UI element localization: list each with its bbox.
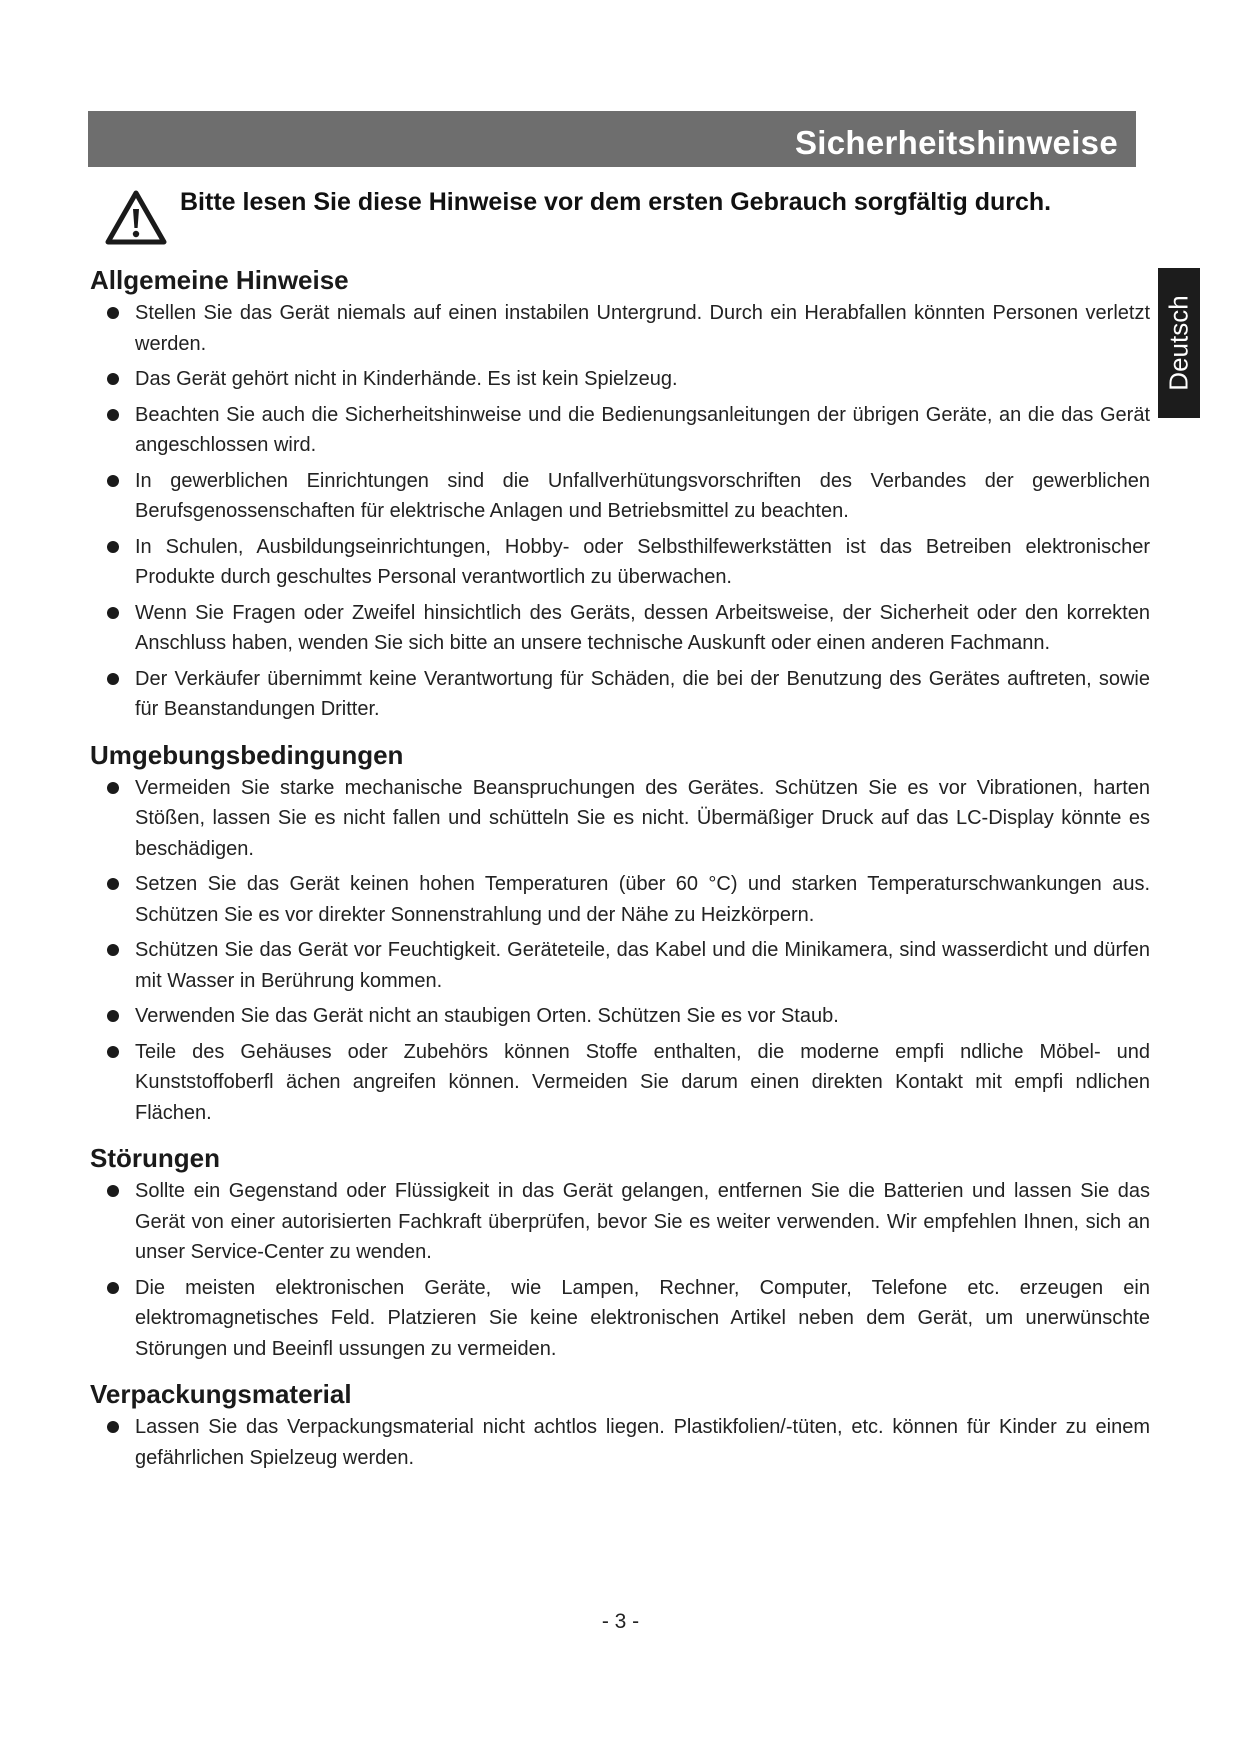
list-item-text: Stellen Sie das Gerät niemals auf einen instabilen Untergrund. Durch ein Herabfallen könnten Personen verletzt werden. xyxy=(135,302,1150,355)
list-item-text: Vermeiden Sie starke mechanische Beanspruchungen des Gerätes. Schützen Sie es vor Vibrationen, harten Stößen, lassen Sie es nicht fallen und schütteln Sie es nicht. Übermäßiger Druck auf das LC-Display könnte es beschädigen. xyxy=(135,776,1150,860)
list-item xyxy=(90,298,1150,359)
bullet-icon xyxy=(107,1185,119,1197)
bullet-icon xyxy=(107,541,119,553)
bullet-icon xyxy=(107,782,119,794)
section-heading: Störungen xyxy=(90,1143,220,1173)
bullet-icon xyxy=(107,475,119,487)
list-item xyxy=(90,664,1150,725)
list-item xyxy=(90,1412,1150,1473)
bullet-icon xyxy=(107,673,119,685)
list-item xyxy=(90,869,1150,930)
list-item xyxy=(90,532,1150,593)
list-item-text: Wenn Sie Fragen oder Zweifel hinsichtlich des Geräts, dessen Arbeitsweise, der Sicherheit oder den korrekten Anschluss haben, wenden Sie sich bitte an unsere technische Auskunft oder einen anderen Fachmann. xyxy=(135,601,1150,654)
list-item-text: In Schulen, Ausbildungseinrichtungen, Hobby- oder Selbsthilfewerkstätten ist das Betreiben elektronischer Produkte durch geschultes Personal verantwortlich zu überwachen. xyxy=(135,535,1150,588)
safety-intro-text: Bitte lesen Sie diese Hinweise vor dem ersten Gebrauch sorgfältig durch. xyxy=(180,188,1052,216)
bullet-list xyxy=(90,298,1150,725)
bullet-list xyxy=(90,1176,1150,1364)
bullet-icon xyxy=(107,1010,119,1022)
section-header-bar xyxy=(88,111,1136,167)
list-item-text: Sollte ein Gegenstand oder Flüssigkeit in das Gerät gelangen, entfernen Sie die Batterien und lassen Sie das Gerät von einer autorisierten Fachkraft überprüfen, bevor Sie es weiter verwenden. Wir empfehlen Ihnen, sich an unser Service-Center zu wenden. xyxy=(135,1180,1150,1263)
page-number: - 3 - xyxy=(601,1610,640,1633)
page-title: Sicherheitshinweise xyxy=(795,124,1118,161)
list-item xyxy=(90,773,1150,865)
language-tab xyxy=(1158,268,1200,418)
list-item xyxy=(90,1001,1150,1032)
warning-triangle-icon xyxy=(104,188,168,246)
section-heading: Allgemeine Hinweise xyxy=(90,265,349,295)
bullet-icon xyxy=(107,409,119,421)
list-item-text: Setzen Sie das Gerät keinen hohen Temperaturen (über 60 °C) und starken Temperaturschwankungen aus. Schützen Sie es vor direkter Sonnenstrahlung und der Nähe zu Heizkörpern. xyxy=(135,873,1150,926)
bullet-icon xyxy=(107,878,119,890)
list-item xyxy=(90,935,1150,996)
list-item-text: Verwenden Sie das Gerät nicht an staubigen Orten. Schützen Sie es vor Staub. xyxy=(135,1005,839,1027)
bullet-icon xyxy=(107,307,119,319)
list-item-text: Lassen Sie das Verpackungsmaterial nicht achtlos liegen. Plastikfolien/-tüten, etc. können für Kinder zu einem gefährlichen Spielzeug werden. xyxy=(135,1416,1150,1469)
list-item xyxy=(90,364,1150,395)
list-item-text: Die meisten elektronischen Geräte, wie Lampen, Rechner, Computer, Telefone etc. erzeugen ein elektromagnetisches Feld. Platzieren Sie keine elektronischen Artikel neben dem Gerät, um unerwünschte Störungen und Beeinfl ussungen zu vermeiden. xyxy=(135,1276,1150,1360)
list-item-text: Beachten Sie auch die Sicherheitshinweise und die Bedienungsanleitungen der übrigen Geräte, an die das Gerät angeschlossen wird. xyxy=(135,403,1150,456)
safety-content xyxy=(90,262,1150,1485)
bullet-icon xyxy=(107,1421,119,1433)
list-item-text: Das Gerät gehört nicht in Kinderhände. Es ist kein Spielzeug. xyxy=(135,368,678,390)
list-item-text: In gewerblichen Einrichtungen sind die Unfallverhütungsvorschriften des Verbandes der gewerblichen Berufsgenossenschaften für elektrische Anlagen und Betriebsmittel zu beachten. xyxy=(135,469,1150,522)
language-tab-label: Deutsch xyxy=(1163,295,1194,391)
section-heading: Verpackungsmaterial xyxy=(90,1379,352,1409)
bullet-list xyxy=(90,773,1150,1129)
list-item xyxy=(90,1176,1150,1268)
section-heading: Umgebungsbedingungen xyxy=(90,739,404,770)
bullet-icon xyxy=(107,944,119,956)
list-item xyxy=(90,400,1150,461)
list-item xyxy=(90,598,1150,659)
list-item xyxy=(90,466,1150,527)
bullet-icon xyxy=(107,1046,119,1058)
bullet-icon xyxy=(107,1282,119,1294)
list-item-text: Der Verkäufer übernimmt keine Verantwortung für Schäden, die bei der Benutzung des Gerätes auftreten, sowie für Beanstandungen Dritter. xyxy=(135,667,1150,720)
list-item-text: Teile des Gehäuses oder Zubehörs können Stoffe enthalten, die moderne empfi ndliche Möbel- und Kunststoffoberfl ächen angreifen können. Vermeiden Sie darum einen direkten Kontakt mit empfi ndlichen Flächen. xyxy=(135,1040,1150,1124)
bullet-list xyxy=(90,1412,1150,1473)
bullet-icon xyxy=(107,373,119,385)
list-item xyxy=(90,1037,1150,1129)
bullet-icon xyxy=(107,607,119,619)
list-item-text: Schützen Sie das Gerät vor Feuchtigkeit. Geräteteile, das Kabel und die Minikamera, sind wasserdicht und dürfen mit Wasser in Berührung kommen. xyxy=(135,939,1150,992)
list-item xyxy=(90,1273,1150,1365)
